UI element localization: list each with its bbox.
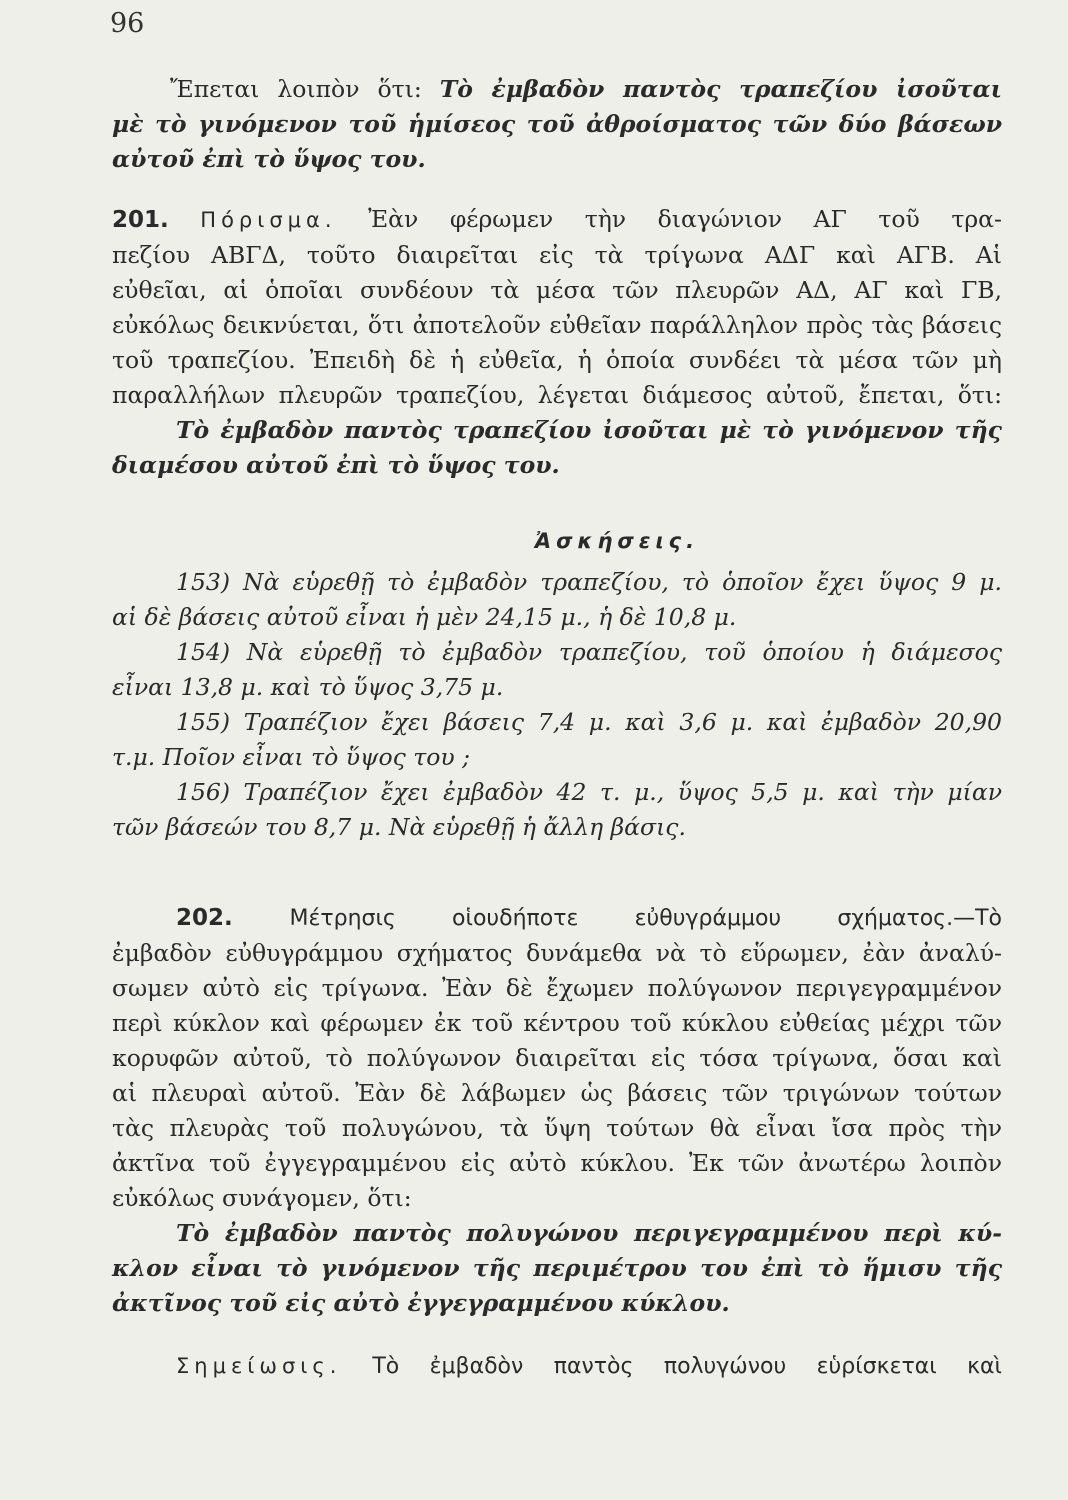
section-201-line xyxy=(112,202,1002,238)
text-line: πεζίου ΑΒΓΔ, τοῦτο διαιρεῖται εἰς τὰ τρίγωνα ΑΔΓ καὶ ΑΓΒ. Αἱ xyxy=(112,241,1002,269)
theorem-line: κλον εἶναι τὸ γινόμενον τῆς περιμέτρου του ἐπὶ τὸ ἥμισυ τῆς xyxy=(112,1254,1002,1282)
section-202-title xyxy=(112,900,1002,936)
text-line: τὰς πλευρὰς τοῦ πολυγώνου, τὰ ὕψη τούτων θὰ εἶναι ἴσα πρὸς τὴν xyxy=(112,1114,1002,1142)
theorem-line: ἀκτῖνος τοῦ εἰς αὐτὸ ἐγγεγραμμένου κύκλου. xyxy=(112,1289,730,1317)
text-line: εὐκόλως δεικνύεται, ὅτι ἀποτελοῦν εὐθεῖαν παράλληλον πρὸς τὰς βάσεις xyxy=(112,311,1002,339)
section-label: Πόρισμα. xyxy=(200,208,337,232)
text-line: περὶ κύκλον καὶ φέρωμεν ἐκ τοῦ κέντρου τοῦ κύκλου εὐθείας μέχρι τῶν xyxy=(112,1009,1002,1037)
text-line: τοῦ τραπεζίου. Ἐπειδὴ δὲ ἡ εὐθεῖα, ἡ ὁποία συνδέει τὰ μέσα τῶν μὴ xyxy=(112,346,1002,374)
theorem-line xyxy=(112,72,1002,107)
note-line xyxy=(112,1348,1002,1384)
theorem-line: Τὸ ἐμβαδὸν παντὸς τραπεζίου ἰσοῦται μὲ τὸ γινόμενον τῆς xyxy=(176,416,1002,444)
note-text: Τὸ ἐμβαδὸν παντὸς πολυγώνου εὑρίσκεται καὶ xyxy=(372,1354,1002,1379)
exercises-heading: Ἀσκήσεις. xyxy=(534,529,700,553)
text-line: παραλλήλων πλευρῶν τραπεζίου, λέγεται διάμεσος αὐτοῦ, ἔπεται, ὅτι: xyxy=(112,381,1002,409)
section-title: Μέτρησις οἱουδήποτε εὐθυγράμμου σχήματος.—Τὸ xyxy=(289,906,1002,931)
exercise-156: 156) Τραπέζιον ἔχει ἐμβαδὸν 42 τ. μ., ὕψος 5,5 μ. καὶ τὴν μίαν xyxy=(176,778,1002,806)
theorem-line: Τὸ ἐμβαδὸν παντὸς πολυγώνου περιγεγραμμένου περὶ κύ- xyxy=(176,1219,1002,1247)
exercise-line: τ.μ. Ποῖον εἶναι τὸ ὕψος του ; xyxy=(112,743,471,771)
text-line: εὐκόλως συνάγομεν, ὅτι: xyxy=(112,1184,412,1212)
exercise-155: 155) Τραπέζιον ἔχει βάσεις 7,4 μ. καὶ 3,6 μ. καὶ ἐμβαδὸν 20,90 xyxy=(176,708,1002,736)
exercise-154: 154) Νὰ εὑρεθῇ τὸ ἐμβαδὸν τραπεζίου, τοῦ ὁποίου ἡ διάμεσος xyxy=(176,638,1002,666)
text-line: εὐθεῖαι, αἱ ὁποῖαι συνδέουν τὰ μέσα τῶν πλευρῶν ΑΔ, ΑΓ καὶ ΓΒ, xyxy=(112,276,1002,304)
note xyxy=(112,1348,1002,1384)
trapezoid-area-theorem xyxy=(112,72,1002,177)
section-201 xyxy=(112,202,1002,483)
exercise-153: 153) Νὰ εὑρεθῇ τὸ ἐμβαδὸν τραπεζίου, τὸ ὁποῖον ἔχει ὕψος 9 μ. xyxy=(176,568,1002,596)
text-line: σωμεν αὐτὸ εἰς τρίγωνα. Ἐὰν δὲ ἔχωμεν πολύγωνον περιγεγραμμένον xyxy=(112,974,1002,1002)
section-number: 202. xyxy=(176,905,233,931)
exercise-line: τῶν βάσεών του 8,7 μ. Νὰ εὑρεθῇ ἡ ἄλλη βάσις. xyxy=(112,813,686,841)
section-number: 201. xyxy=(112,207,169,233)
text-line: κορυφῶν αὐτοῦ, τὸ πολύγωνον διαιρεῖται εἰς τόσα τρίγωνα, ὅσαι καὶ xyxy=(112,1044,1002,1072)
lead-text: Ἔπεται λοιπὸν ὅτι: xyxy=(170,75,422,103)
theorem-line: διαμέσου αὐτοῦ ἐπὶ τὸ ὕψος του. xyxy=(112,451,560,479)
text-line: ἀκτῖνα τοῦ ἐγγεγραμμένου εἰς αὐτὸ κύκλου. Ἐκ τῶν ἀνωτέρω λοιπὸν xyxy=(112,1149,1002,1177)
exercises xyxy=(112,524,1002,845)
theorem-text: Τὸ ἐμβαδὸν παντὸς τραπεζίου ἰσοῦται xyxy=(439,75,1002,103)
note-label: Σημείωσις. xyxy=(176,1354,342,1378)
text: Ἐὰν φέρωμεν τὴν διαγώνιον ΑΓ τοῦ τρα- xyxy=(368,205,1002,233)
section-202 xyxy=(112,900,1002,1321)
exercise-line: αἱ δὲ βάσεις αὐτοῦ εἶναι ἡ μὲν 24,15 μ., ἡ δὲ 10,8 μ. xyxy=(112,603,737,631)
page-number: 96 xyxy=(110,8,145,39)
exercise-line: εἶναι 13,8 μ. καὶ τὸ ὕψος 3,75 μ. xyxy=(112,673,504,701)
theorem-line: μὲ τὸ γινόμενον τοῦ ἡμίσεος τοῦ ἀθροίσματος τῶν δύο βάσεων xyxy=(112,110,1002,138)
theorem-line: αὐτοῦ ἐπὶ τὸ ὕψος του. xyxy=(112,145,426,173)
text-line: αἱ πλευραὶ αὐτοῦ. Ἐὰν δὲ λάβωμεν ὡς βάσεις τῶν τριγώνων τούτων xyxy=(112,1079,1002,1107)
text-line: ἐμβαδὸν εὐθυγράμμου σχήματος δυνάμεθα νὰ τὸ εὕρωμεν, ἐὰν ἀναλύ- xyxy=(112,939,1002,967)
